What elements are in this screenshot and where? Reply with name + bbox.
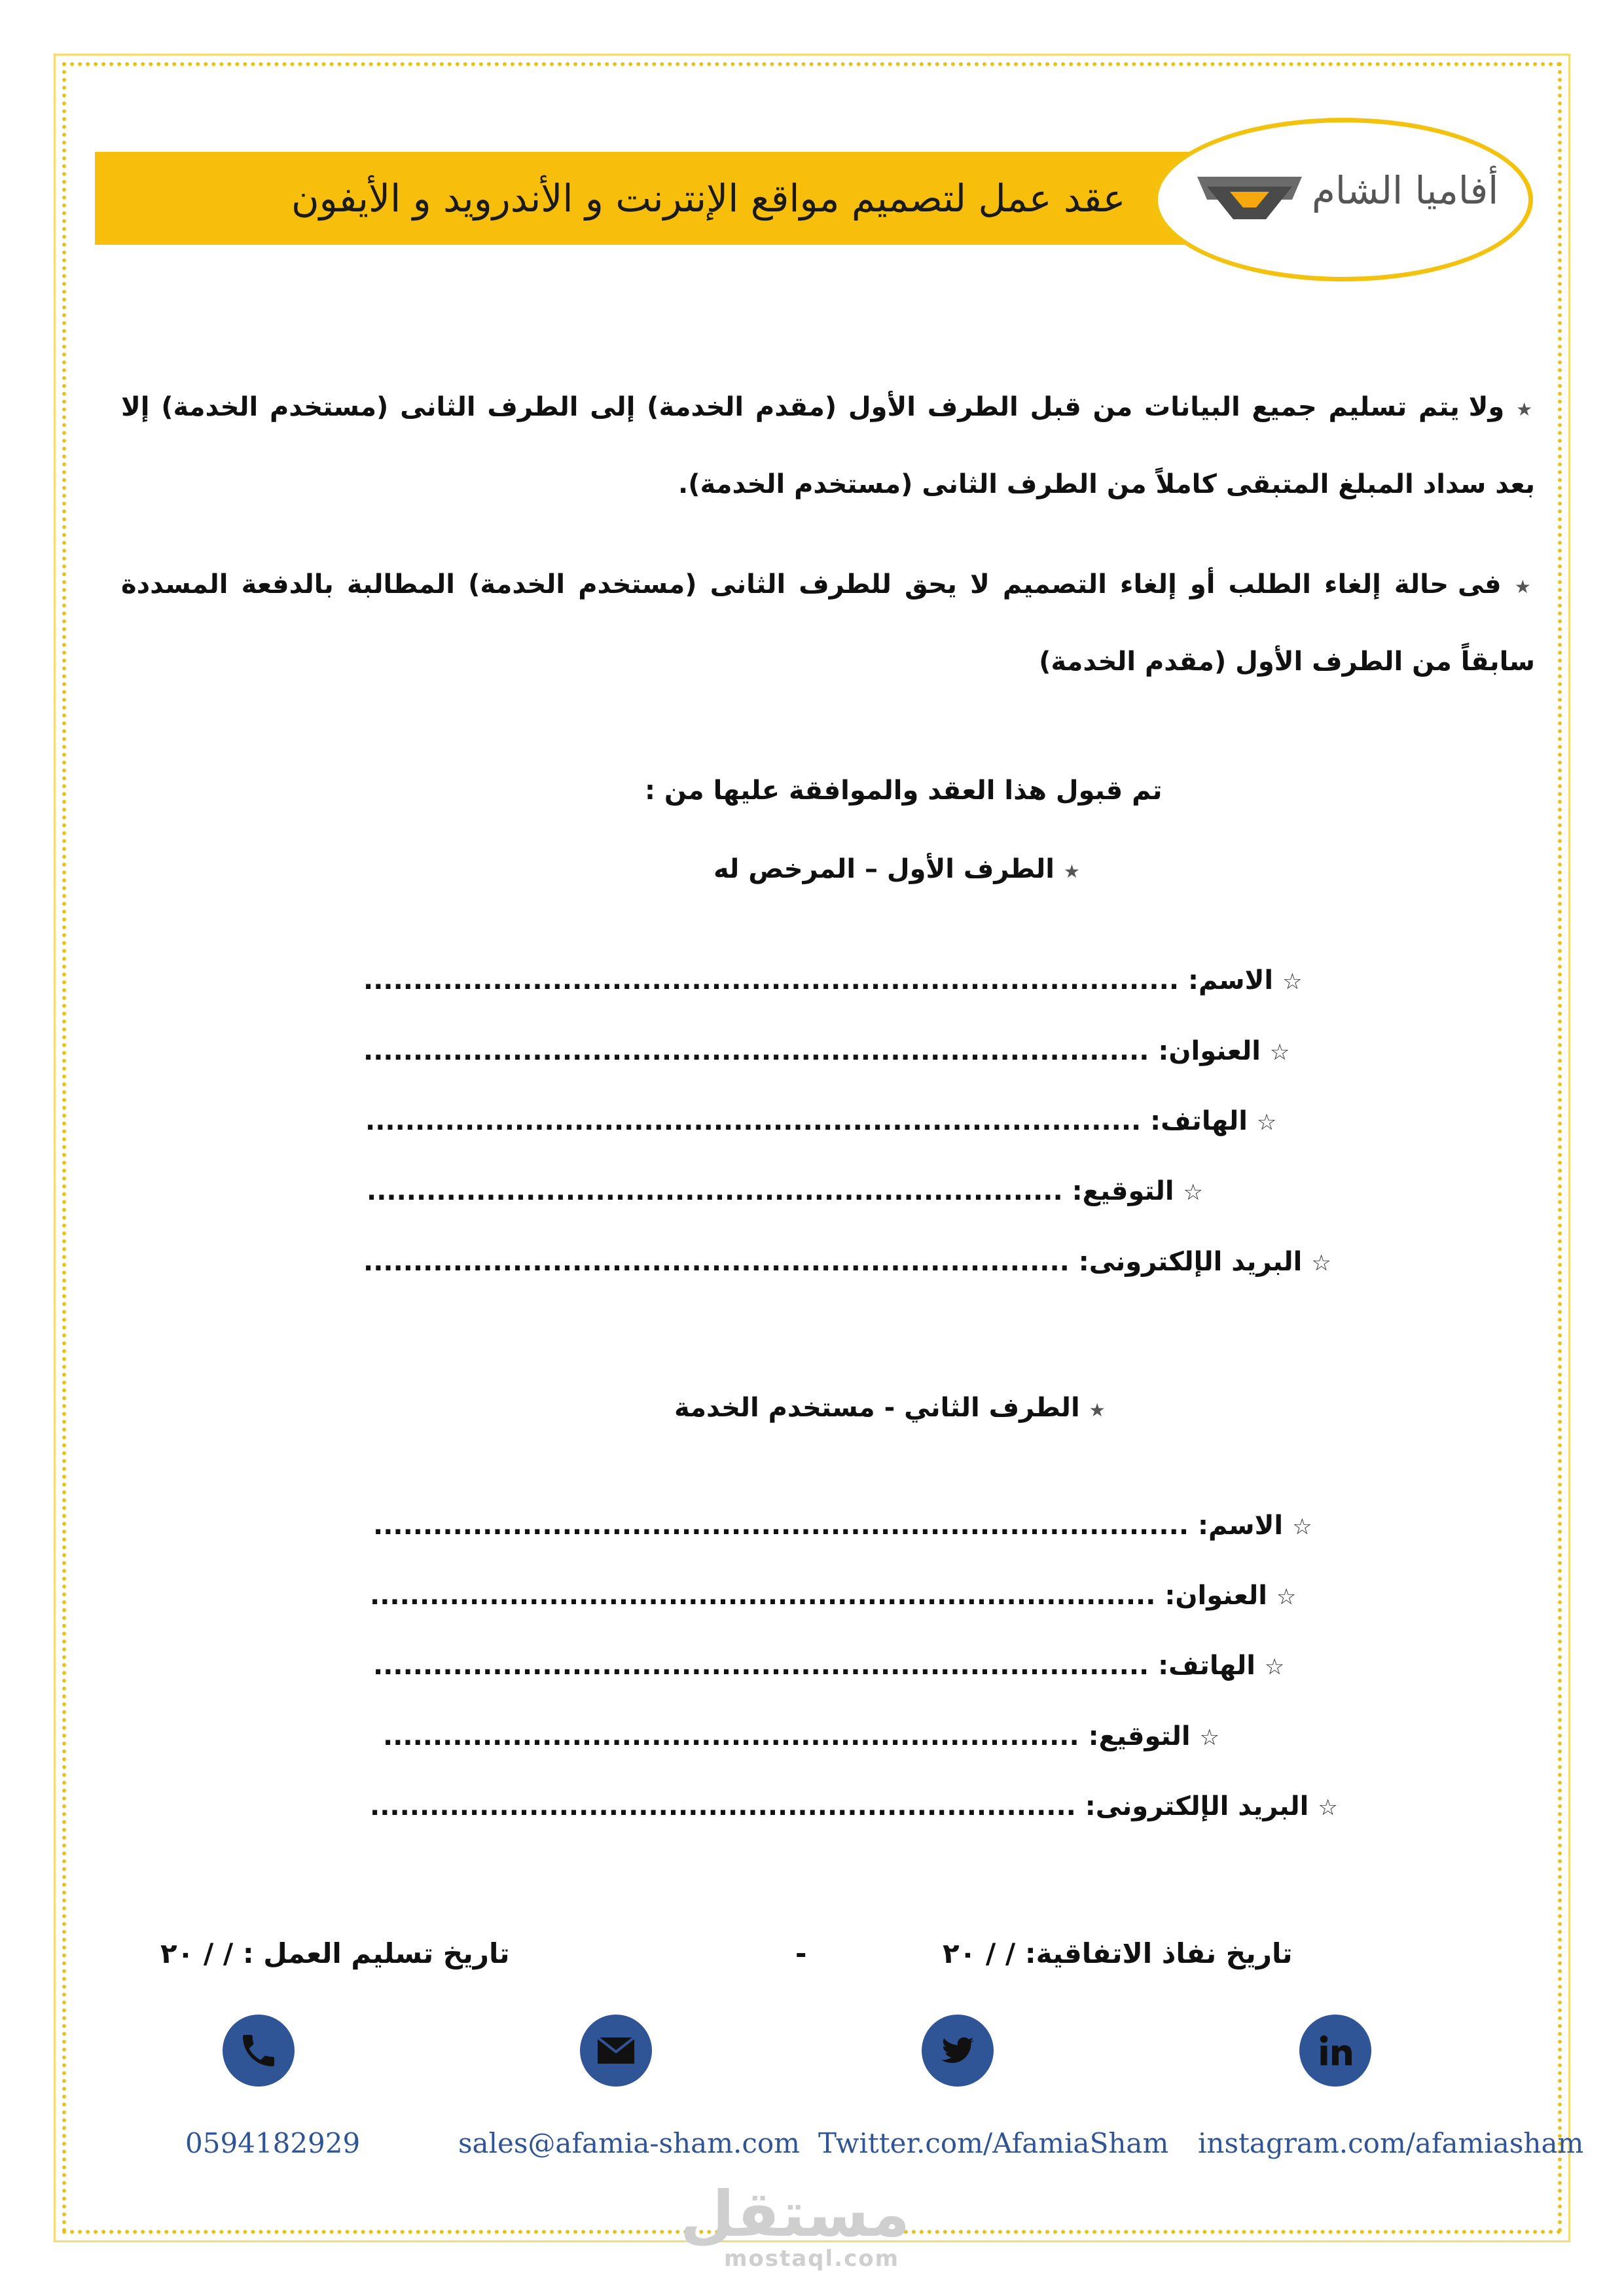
party1-name-field[interactable]: ☆ الاسم: .................................................................................. (363, 965, 1303, 996)
outline-star-icon: ☆ (1256, 1109, 1277, 1136)
email-icon[interactable] (580, 2015, 652, 2087)
linkedin-glyph-icon (1316, 2031, 1355, 2070)
acceptance-heading: تم قبول هذا العقد والموافقة عليها من : (645, 776, 1163, 806)
phone-glyph-icon (238, 2030, 280, 2072)
company-logo (1153, 118, 1533, 281)
date-separator: - (795, 1937, 807, 1969)
star-bullet-icon: ★ (1089, 1399, 1106, 1421)
watermark-latin: mostaql.com (723, 2246, 900, 2272)
outline-star-icon: ☆ (1292, 1514, 1312, 1540)
contract-title: عقد عمل لتصميم مواقع الإنترنت و الأندرويد و الأيفون (291, 176, 1126, 221)
party2-phone-field[interactable]: ☆ الهاتف: .............................................................................. (373, 1651, 1285, 1681)
header-banner (95, 152, 1247, 245)
party2-email-field[interactable]: ☆ البريد الإلكترونى: ....................................................................... (370, 1791, 1338, 1821)
twitter-bird-icon (938, 2031, 977, 2070)
effective-date[interactable]: تاريخ نفاذ الاتفاقية: / / ٢٠ (943, 1937, 1293, 1969)
outline-star-icon: ☆ (1318, 1795, 1338, 1821)
twitter-icon[interactable] (922, 2015, 994, 2087)
contact-email[interactable]: sales@afamia-sham.com (458, 2127, 801, 2159)
star-bullet-icon: ★ (1516, 399, 1535, 420)
contact-twitter[interactable]: Twitter.com/AfamiaSham (818, 2127, 1169, 2159)
clause-item (121, 547, 1535, 700)
party1-address-field[interactable]: ☆ العنوان: ............................................................................... (363, 1036, 1290, 1066)
linkedin-icon[interactable] (1299, 2015, 1371, 2087)
party1-title: ★ الطرف الأول – المرخص له (713, 854, 1080, 884)
star-bullet-icon: ★ (1514, 576, 1535, 598)
party2-signature-field[interactable]: ☆ التوقيع: ...................................................................... (383, 1721, 1219, 1751)
contract-clauses (121, 370, 1535, 725)
party2-name-field[interactable]: ☆ الاسم: .................................................................................. (373, 1511, 1312, 1541)
logo-mark-icon (1194, 173, 1305, 223)
contact-instagram[interactable]: instagram.com/afamiasham (1198, 2127, 1584, 2159)
clause-text: فى حالة إلغاء الطلب أو إلغاء التصميم لا يحق للطرف الثانى (مستخدم الخدمة) المطالبة بالدفعة المسددة سابقاً من الطرف الأول (مقدم الخدمة) (121, 569, 1535, 677)
delivery-date[interactable]: تاريخ تسليم العمل : / / ٢٠ (160, 1937, 510, 1969)
party1-signature-field[interactable]: ☆ التوقيع: ...................................................................... (367, 1176, 1203, 1206)
outline-star-icon: ☆ (1311, 1250, 1331, 1276)
outline-star-icon: ☆ (1269, 1039, 1290, 1066)
outline-star-icon: ☆ (1276, 1584, 1297, 1610)
phone-icon[interactable] (223, 2015, 295, 2087)
contact-phone[interactable]: 0594182929 (185, 2127, 361, 2159)
outline-star-icon: ☆ (1199, 1725, 1219, 1751)
party2-title: ★ الطرف الثاني - مستخدم الخدمة (674, 1393, 1106, 1423)
outline-star-icon: ☆ (1183, 1179, 1203, 1206)
clause-item (121, 370, 1535, 522)
party1-email-field[interactable]: ☆ البريد الإلكترونى: ....................................................................... (363, 1247, 1331, 1277)
logo-text: أفاميا الشام (1312, 168, 1499, 213)
watermark-arabic: مستقل (679, 2178, 910, 2251)
outline-star-icon: ☆ (1264, 1654, 1285, 1680)
outline-star-icon: ☆ (1282, 969, 1303, 995)
watermark (679, 2178, 910, 2272)
party1-phone-field[interactable]: ☆ الهاتف: .............................................................................. (365, 1106, 1277, 1136)
clause-text: ولا يتم تسليم جميع البيانات من قبل الطرف الأول (مقدم الخدمة) إلى الطرف الثانى (مستخدم الخدمة) إلا بعد سداد المبلغ المتبقى كاملاً من الطرف الثانى (مستخدم الخدمة). (121, 392, 1535, 499)
party2-address-field[interactable]: ☆ العنوان: ............................................................................... (370, 1581, 1297, 1611)
star-bullet-icon: ★ (1063, 861, 1080, 882)
envelope-glyph-icon (596, 2036, 636, 2066)
